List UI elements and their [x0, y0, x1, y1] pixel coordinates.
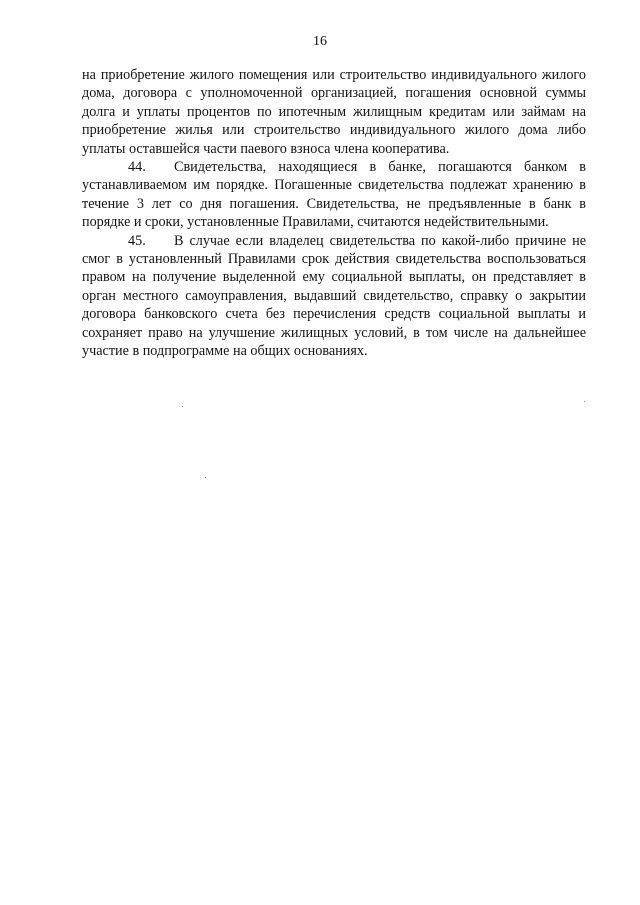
paragraph-number: 44.	[128, 159, 146, 176]
page-number: 16	[313, 34, 327, 49]
paragraph-number: 45.	[128, 232, 146, 249]
scan-speck	[182, 406, 183, 407]
paragraph-45	[82, 232, 586, 361]
scan-speck	[205, 477, 206, 478]
document-body	[82, 66, 586, 361]
paragraph-44	[82, 158, 586, 232]
continuation-paragraph: на приобретение жилого помещения или строительство индивидуального жилого дома, договора с уполномоченной организацией, погашения основной суммы долга и уплаты процентов по ипотечным жилищным кредитам или займам на приобретение жилья или строительство индивидуального жилого дома либо уплаты оставшейся части паевого взноса члена кооператива.	[82, 67, 586, 157]
scan-speck	[584, 401, 585, 402]
paragraph-text: В случае если владелец свидетельства по какой-либо причине не смог в установленный Правилами срок действия свидетельства воспользоваться правом на получение выделенной ему социальной выплаты, он представляет в орган местного самоуправления, выдавший свидетельство, справку о закрытии договора банковского счета без перечисления средств социальной выплаты и сохраняет право на улучшение жилищных условий, в том числе на дальнейшее участие в подпрограмме на общих основаниях.	[82, 232, 586, 360]
paragraph-text: Свидетельства, находящиеся в банке, погашаются банком в устанавливаемом им порядке. Погашенные свидетельства подлежат хранению в течение 3 лет со дня погашения. Свидетельства, не предъявленные в банк в порядке и сроки, установленные Правилами, считаются недействительными.	[82, 159, 586, 231]
